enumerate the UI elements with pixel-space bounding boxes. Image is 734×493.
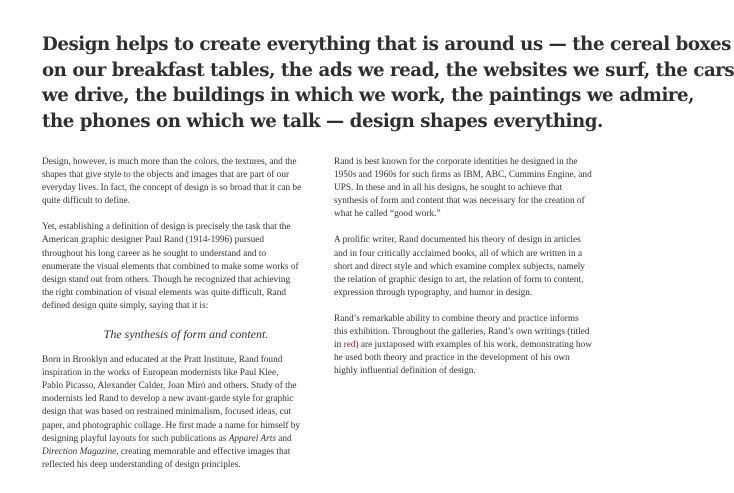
left-paragraph-1 [42, 156, 330, 208]
text-line: everyday lives. In fact, the concept of design is so broad that it can be [42, 183, 302, 194]
text-line: modernists led Rand to develop a new avant-garde style for graphic [42, 394, 294, 405]
text-run: designing playful layouts for such publications as [42, 433, 227, 444]
text-line: quite difficult to define. [42, 196, 131, 207]
text-line: Rand’s remarkable ability to combine theory and practice informs [334, 313, 579, 324]
text-line [42, 433, 330, 446]
text-line [334, 339, 622, 352]
pull-quote: The synthesis of form and content. [103, 327, 269, 342]
lede-line: we drive, the buildings in which we work, the paintings we admire, [42, 85, 695, 106]
text-line: enumerate the visual elements that combined to make some works of [42, 261, 299, 272]
publication-title: Apparel Arts [228, 433, 276, 444]
text-line [42, 446, 330, 459]
text-line: 1950s and 1960s for such firms as IBM, ABC, Cummins Engine, and [334, 170, 592, 181]
left-column [42, 156, 330, 485]
text-line: paper, and photographic collage. He first made a name for himself by [42, 420, 301, 431]
text-run: and [278, 433, 292, 444]
text-run: in [334, 340, 342, 351]
lede-line: on our breakfast tables, the ads we read, the websites we surf, the cars [42, 59, 734, 81]
right-paragraph-3 [334, 313, 622, 378]
text-line: and in four critically acclaimed books, all of which are written in a [334, 248, 583, 259]
text-run: , creating memorable and effective images that [116, 446, 291, 457]
text-line: the right combination of visual elements was quite difficult, Rand [42, 287, 287, 298]
text-line: UPS. In these and in all his designs, he sought to achieve that [334, 183, 563, 194]
text-line: inspiration in the works of European modernists like Paul Klee, [42, 368, 279, 379]
text-line: defined design quite simply, saying that it is: [42, 300, 209, 311]
text-line: Pablo Picasso, Alexander Calder, Joan Miró and others. Study of the [42, 381, 297, 392]
right-column [334, 156, 622, 391]
text-line: what he called “good work.” [334, 209, 441, 220]
highlight-word: red [343, 340, 356, 351]
text-line: Design, however, is much more than the colors, the textures, and the [42, 157, 297, 167]
lede-line: the phones on which we talk — design shapes everything. [42, 110, 603, 132]
right-paragraph-1 [334, 156, 622, 221]
text-line: Yet, establishing a definition of design is precisely the task that the [42, 222, 291, 233]
text-line: he used both theory and practice in the development of his own [334, 353, 570, 364]
lede-heading [42, 32, 734, 134]
text-line: design that was based on restrained minimalism, focused ideas, cut [42, 407, 292, 418]
text-line: shapes that give style to the objects and images that are part of our [42, 170, 290, 181]
publication-title: Direction Magazine [42, 446, 117, 457]
left-paragraph-3 [42, 354, 330, 472]
text-run: ) are juxtaposed with examples of his work, demonstrating how [355, 340, 592, 351]
text-line: throughout his long career as he sought to understand and to [42, 248, 267, 259]
text-line: A prolific writer, Rand documented his theory of design in articles [334, 235, 581, 246]
text-line: expression through typography, and humor in design. [334, 287, 533, 298]
text-line: design stand out from others. Though he recognized that achieving [42, 274, 291, 285]
text-line: short and direct style and which examine complex subjects, namely [334, 261, 585, 272]
text-line: Born in Brooklyn and educated at the Pratt Institute, Rand found [42, 355, 283, 366]
text-line: reflected his deep understanding of design principles. [42, 459, 241, 470]
text-line: American graphic designer Paul Rand (1914-1996) pursued [42, 235, 265, 246]
lede-line: Design helps to create everything that is around us — the cereal boxes [42, 34, 731, 55]
left-paragraph-2 [42, 221, 330, 313]
text-line: highly influential definition of design. [334, 366, 476, 377]
text-line: this exhibition. Throughout the galleries, Rand’s own writings (titled [334, 327, 590, 338]
text-line: synthesis of form and content that was necessary for the creation of [334, 196, 585, 207]
right-paragraph-2 [334, 234, 622, 299]
text-line: the relation of graphic design to art, the relation of form to content, [334, 274, 584, 285]
text-line: Rand is best known for the corporate identities he designed in the [334, 157, 578, 167]
